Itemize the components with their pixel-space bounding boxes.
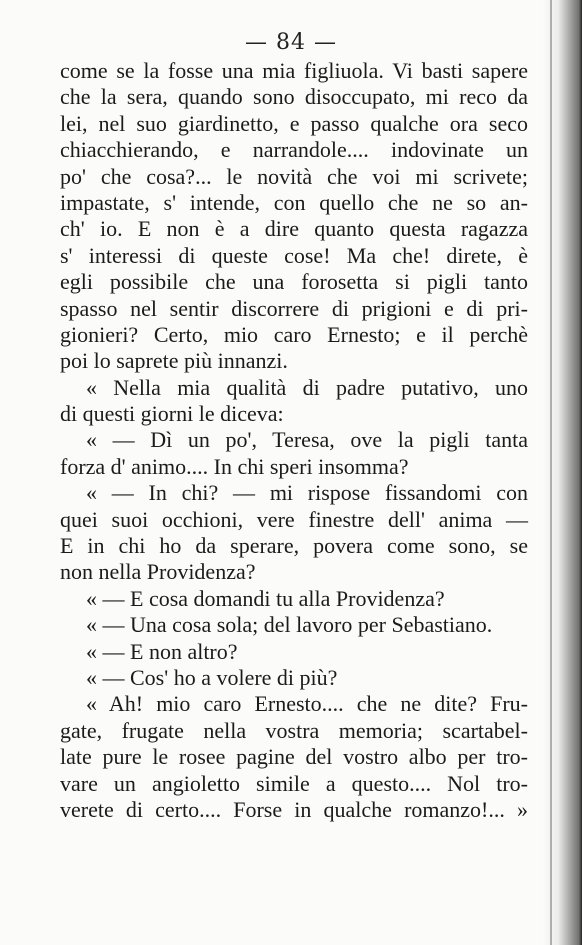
text-line: ch' io. E non è a dire quanto questa ragazza bbox=[60, 216, 528, 242]
text-line: verete di certo.... Forse in qualche romanzo!... » bbox=[60, 796, 528, 822]
text-line: non nella Providenza? bbox=[60, 559, 256, 585]
text-line: « — E cosa domandi tu alla Providenza? bbox=[86, 585, 445, 611]
text-line: « — Cos' ho a volere di più? bbox=[86, 664, 338, 690]
text-line: chiacchierando, e narrandole.... indovinate un bbox=[60, 137, 528, 163]
text-line: impastate, s' intende, con quello che ne so an- bbox=[60, 189, 528, 215]
text-line: che la sera, quando sono disoccupato, mi reco da bbox=[60, 84, 528, 110]
text-line: spasso nel sentir discorrere di prigioni e di pri- bbox=[60, 295, 528, 321]
text-line: lei, nel suo giardinetto, e passo qualche ora seco bbox=[60, 110, 528, 136]
text-line: gionieri? Certo, mio caro Ernesto; e il perchè bbox=[60, 321, 528, 347]
page-number: — 84 — bbox=[245, 30, 337, 55]
text-line: come se la fosse una mia figliuola. Vi basti sapere bbox=[60, 58, 528, 83]
spine-edge bbox=[550, 0, 552, 945]
text-line: E in chi ho da sperare, povera come sono, se bbox=[60, 533, 528, 559]
text-line: « — In chi? — mi rispose fissandomi con bbox=[86, 480, 528, 506]
text-line: di questi giorni le diceva: bbox=[60, 401, 284, 427]
text-line: late pure le rosee pagine del vostro albo per tro- bbox=[60, 744, 528, 770]
text-line: poi lo saprete più innanzi. bbox=[60, 348, 288, 374]
text-line: egli possibile che una forosetta si pigli tanto bbox=[60, 269, 528, 295]
text-line: forza d' animo.... In chi speri insomma? bbox=[60, 453, 409, 479]
text-line: « — Dì un po', Teresa, ove la pigli tanta bbox=[86, 427, 528, 453]
text-line: gate, frugate nella vostra memoria; scartabel- bbox=[60, 717, 528, 743]
text-line: « — E non altro? bbox=[86, 638, 238, 664]
text-line: s' interessi di queste cose! Ma che! direte, è bbox=[60, 242, 528, 268]
text-line: « Nella mia qualità di padre putativo, uno bbox=[86, 374, 528, 400]
body-text bbox=[60, 58, 528, 823]
spine-shadow bbox=[542, 0, 582, 945]
text-line: « Ah! mio caro Ernesto.... che ne dite? Fru- bbox=[86, 691, 528, 717]
text-line: po' che cosa?... le novità che voi mi scrivete; bbox=[60, 163, 528, 189]
text-line: quei suoi occhioni, vere finestre dell' anima — bbox=[60, 506, 528, 532]
text-line: vare un angioletto simile a questo.... Nol tro- bbox=[60, 770, 528, 796]
text-line: « — Una cosa sola; del lavoro per Sebastiano. bbox=[86, 612, 493, 638]
